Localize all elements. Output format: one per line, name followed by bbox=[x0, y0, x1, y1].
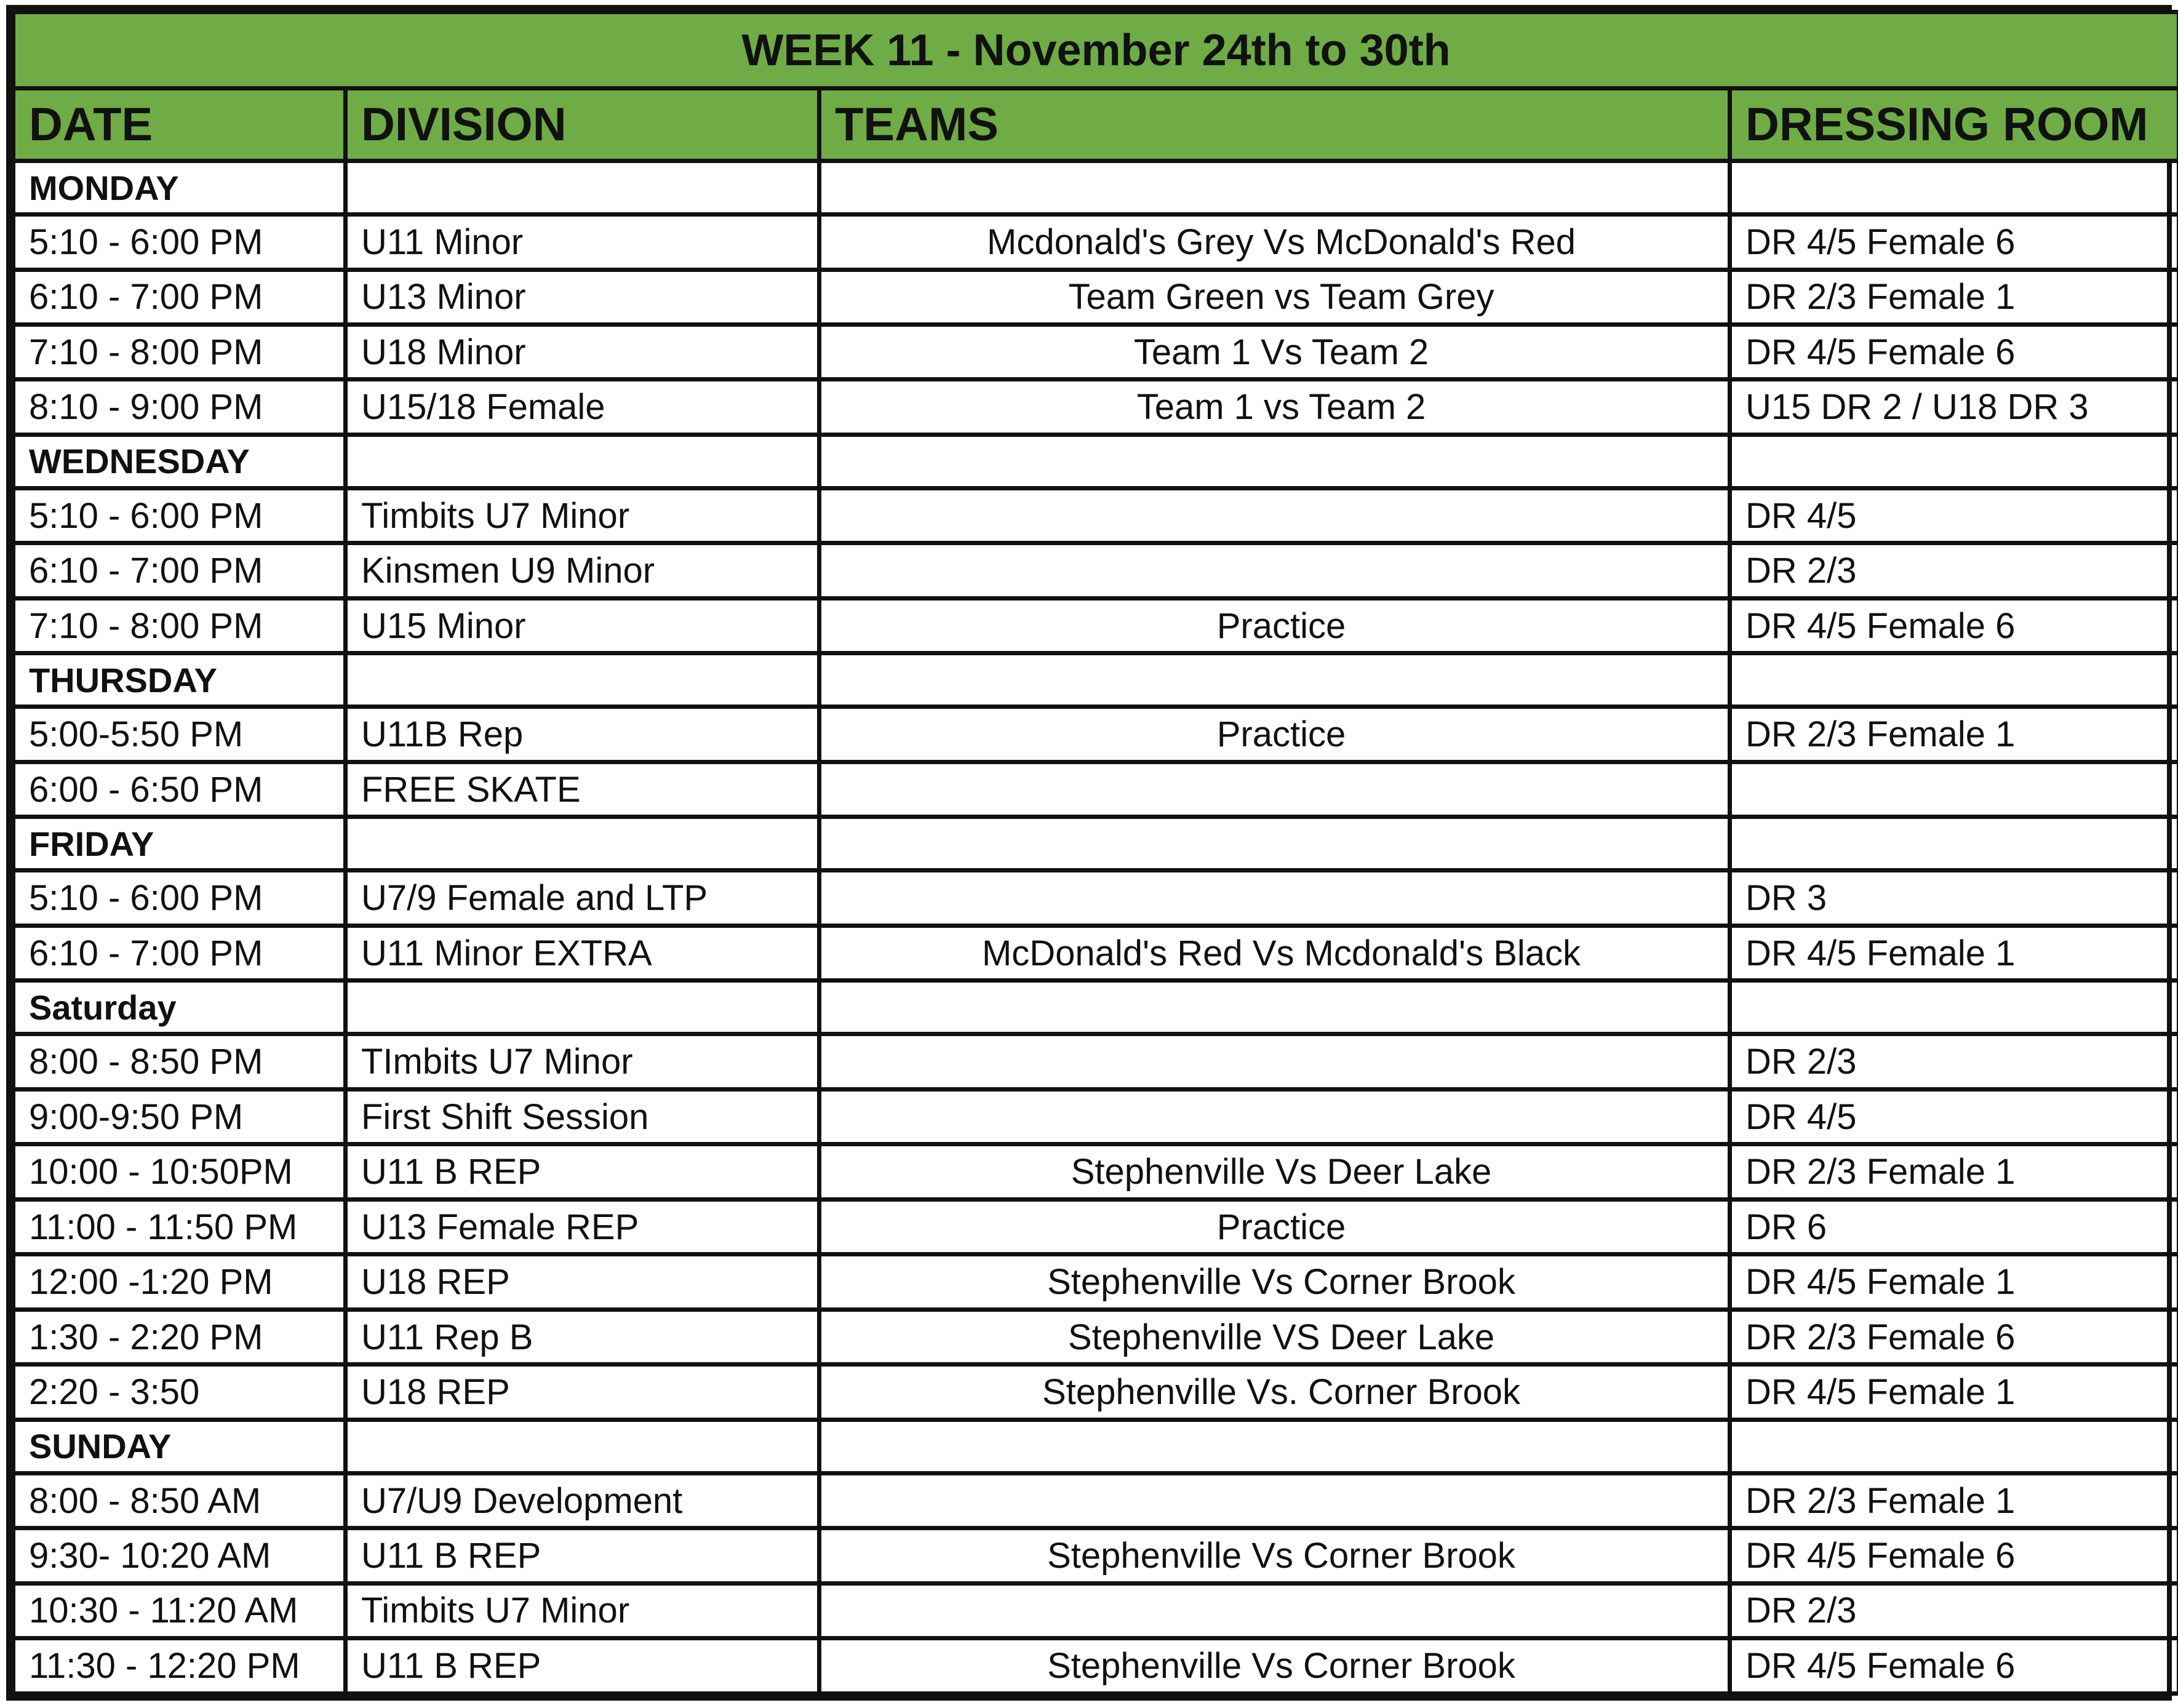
division-cell: U7/U9 Development bbox=[346, 1473, 820, 1528]
dressing-room-cell bbox=[1730, 1419, 2178, 1473]
date-cell: 2:20 - 3:50 bbox=[14, 1365, 346, 1419]
dressing-room-cell bbox=[1730, 161, 2178, 215]
dressing-room-cell: DR 4/5 Female 6 bbox=[1730, 1528, 2178, 1583]
division-cell: U15 Minor bbox=[346, 598, 820, 653]
teams-cell bbox=[820, 1089, 1730, 1144]
date-cell: 1:30 - 2:20 PM bbox=[14, 1309, 346, 1364]
dressing-room-cell: DR 4/5 Female 6 bbox=[1730, 598, 2178, 653]
table-row bbox=[14, 1199, 2178, 1254]
column-header-date: DATE bbox=[14, 89, 346, 161]
dressing-room-cell: DR 2/3 bbox=[1730, 1034, 2178, 1089]
teams-cell: Stephenville Vs Corner Brook bbox=[820, 1528, 1730, 1583]
division-cell: Kinsmen U9 Minor bbox=[346, 543, 820, 598]
table-row bbox=[14, 871, 2178, 925]
day-label: FRIDAY bbox=[14, 817, 346, 871]
table-row bbox=[14, 325, 2178, 380]
schedule-table bbox=[11, 10, 2178, 1696]
date-cell: 6:10 - 7:00 PM bbox=[14, 543, 346, 598]
teams-cell: Stephenville Vs. Corner Brook bbox=[820, 1365, 1730, 1419]
dressing-room-cell bbox=[1730, 762, 2178, 816]
dressing-room-cell: DR 4/5 Female 6 bbox=[1730, 325, 2178, 380]
teams-cell bbox=[820, 1583, 1730, 1638]
date-cell: 12:00 -1:20 PM bbox=[14, 1255, 346, 1309]
division-cell: U11 B REP bbox=[346, 1528, 820, 1583]
date-cell: 6:00 - 6:50 PM bbox=[14, 762, 346, 816]
dressing-room-cell: DR 4/5 Female 1 bbox=[1730, 925, 2178, 980]
table-row bbox=[14, 269, 2178, 324]
division-cell: TImbits U7 Minor bbox=[346, 1034, 820, 1089]
teams-cell bbox=[820, 161, 1730, 215]
division-cell bbox=[346, 817, 820, 871]
table-row bbox=[14, 1473, 2178, 1528]
day-label: MONDAY bbox=[14, 161, 346, 215]
table-row bbox=[14, 925, 2178, 980]
teams-cell: Team 1 Vs Team 2 bbox=[820, 325, 1730, 380]
schedule-body bbox=[14, 161, 2178, 1694]
day-header-row bbox=[14, 1419, 2178, 1473]
dressing-room-cell: DR 4/5 Female 1 bbox=[1730, 1255, 2178, 1309]
teams-cell: Stephenville Vs Corner Brook bbox=[820, 1255, 1730, 1309]
day-header-row bbox=[14, 161, 2178, 215]
dressing-room-cell: DR 2/3 bbox=[1730, 543, 2178, 598]
day-label: THURSDAY bbox=[14, 653, 346, 707]
table-row bbox=[14, 1144, 2178, 1199]
division-cell: U13 Minor bbox=[346, 269, 820, 324]
day-label: Saturday bbox=[14, 981, 346, 1034]
date-cell: 8:00 - 8:50 PM bbox=[14, 1034, 346, 1089]
teams-cell bbox=[820, 434, 1730, 488]
date-cell: 8:00 - 8:50 AM bbox=[14, 1473, 346, 1528]
table-row bbox=[14, 380, 2178, 434]
division-cell: U11 Minor bbox=[346, 215, 820, 269]
dressing-room-cell: DR 4/5 bbox=[1730, 1089, 2178, 1144]
teams-cell: Stephenville VS Deer Lake bbox=[820, 1309, 1730, 1364]
dressing-room-cell: DR 4/5 bbox=[1730, 489, 2178, 543]
date-cell: 11:00 - 11:50 PM bbox=[14, 1199, 346, 1254]
dressing-room-cell bbox=[1730, 817, 2178, 871]
date-cell: 5:10 - 6:00 PM bbox=[14, 215, 346, 269]
division-cell: Timbits U7 Minor bbox=[346, 489, 820, 543]
dressing-room-cell: DR 2/3 Female 1 bbox=[1730, 707, 2178, 762]
teams-cell bbox=[820, 653, 1730, 707]
division-cell: First Shift Session bbox=[346, 1089, 820, 1144]
dressing-room-cell: DR 2/3 Female 6 bbox=[1730, 1309, 2178, 1364]
date-cell: 6:10 - 7:00 PM bbox=[14, 269, 346, 324]
division-cell: U11 Minor EXTRA bbox=[346, 925, 820, 980]
column-header-dressing-room: DRESSING ROOM bbox=[1730, 89, 2178, 161]
teams-cell bbox=[820, 543, 1730, 598]
date-cell: 9:00-9:50 PM bbox=[14, 1089, 346, 1144]
column-header-division: DIVISION bbox=[346, 89, 820, 161]
column-header-teams: TEAMS bbox=[820, 89, 1730, 161]
day-header-row bbox=[14, 434, 2178, 488]
table-row bbox=[14, 1528, 2178, 1583]
dressing-room-cell: DR 2/3 Female 1 bbox=[1730, 1144, 2178, 1199]
day-label: WEDNESDAY bbox=[14, 434, 346, 488]
dressing-room-cell: DR 2/3 Female 1 bbox=[1730, 269, 2178, 324]
division-cell: U15/18 Female bbox=[346, 380, 820, 434]
column-header-row bbox=[14, 89, 2178, 161]
teams-cell bbox=[820, 1034, 1730, 1089]
teams-cell: Team 1 vs Team 2 bbox=[820, 380, 1730, 434]
table-row bbox=[14, 215, 2178, 269]
teams-cell: Practice bbox=[820, 1199, 1730, 1254]
teams-cell bbox=[820, 489, 1730, 543]
date-cell: 5:00-5:50 PM bbox=[14, 707, 346, 762]
schedule-title: WEEK 11 - November 24th to 30th bbox=[14, 12, 2178, 89]
date-cell: 6:10 - 7:00 PM bbox=[14, 925, 346, 980]
teams-cell: Team Green vs Team Grey bbox=[820, 269, 1730, 324]
division-cell: U13 Female REP bbox=[346, 1199, 820, 1254]
division-cell: U11B Rep bbox=[346, 707, 820, 762]
date-cell: 10:30 - 11:20 AM bbox=[14, 1583, 346, 1638]
division-cell: Timbits U7 Minor bbox=[346, 1583, 820, 1638]
division-cell bbox=[346, 653, 820, 707]
dressing-room-cell: U15 DR 2 / U18 DR 3 bbox=[1730, 380, 2178, 434]
schedule-sheet bbox=[6, 5, 2172, 1701]
dressing-room-cell: DR 6 bbox=[1730, 1199, 2178, 1254]
teams-cell: Practice bbox=[820, 707, 1730, 762]
table-row bbox=[14, 543, 2178, 598]
dressing-room-cell bbox=[1730, 653, 2178, 707]
teams-cell bbox=[820, 1473, 1730, 1528]
teams-cell: Mcdonald's Grey Vs McDonald's Red bbox=[820, 215, 1730, 269]
division-cell bbox=[346, 1419, 820, 1473]
date-cell: 7:10 - 8:00 PM bbox=[14, 598, 346, 653]
dressing-room-cell: DR 4/5 Female 6 bbox=[1730, 1638, 2178, 1694]
date-cell: 9:30- 10:20 AM bbox=[14, 1528, 346, 1583]
table-row bbox=[14, 1365, 2178, 1419]
division-cell: U18 REP bbox=[346, 1255, 820, 1309]
day-header-row bbox=[14, 981, 2178, 1034]
teams-cell bbox=[820, 817, 1730, 871]
day-header-row bbox=[14, 817, 2178, 871]
day-header-row bbox=[14, 653, 2178, 707]
dressing-room-cell: DR 4/5 Female 6 bbox=[1730, 215, 2178, 269]
division-cell bbox=[346, 981, 820, 1034]
table-row bbox=[14, 1638, 2178, 1694]
table-row bbox=[14, 1255, 2178, 1309]
teams-cell: Stephenville Vs Deer Lake bbox=[820, 1144, 1730, 1199]
teams-cell: Stephenville Vs Corner Brook bbox=[820, 1638, 1730, 1694]
dressing-room-cell: DR 3 bbox=[1730, 871, 2178, 925]
teams-cell bbox=[820, 981, 1730, 1034]
division-cell: U11 B REP bbox=[346, 1638, 820, 1694]
division-cell bbox=[346, 434, 820, 488]
division-cell: FREE SKATE bbox=[346, 762, 820, 816]
teams-cell: McDonald's Red Vs Mcdonald's Black bbox=[820, 925, 1730, 980]
date-cell: 10:00 - 10:50PM bbox=[14, 1144, 346, 1199]
dressing-room-cell bbox=[1730, 434, 2178, 488]
dressing-room-cell: DR 2/3 Female 1 bbox=[1730, 1473, 2178, 1528]
division-cell bbox=[346, 161, 820, 215]
date-cell: 11:30 - 12:20 PM bbox=[14, 1638, 346, 1694]
dressing-room-cell: DR 2/3 bbox=[1730, 1583, 2178, 1638]
table-row bbox=[14, 598, 2178, 653]
date-cell: 8:10 - 9:00 PM bbox=[14, 380, 346, 434]
table-row bbox=[14, 489, 2178, 543]
teams-cell bbox=[820, 762, 1730, 816]
date-cell: 7:10 - 8:00 PM bbox=[14, 325, 346, 380]
teams-cell bbox=[820, 1419, 1730, 1473]
table-row bbox=[14, 707, 2178, 762]
date-cell: 5:10 - 6:00 PM bbox=[14, 871, 346, 925]
teams-cell bbox=[820, 871, 1730, 925]
table-row bbox=[14, 1583, 2178, 1638]
dressing-room-cell: DR 4/5 Female 1 bbox=[1730, 1365, 2178, 1419]
teams-cell: Practice bbox=[820, 598, 1730, 653]
table-row bbox=[14, 1089, 2178, 1144]
table-row bbox=[14, 762, 2178, 816]
dressing-room-cell bbox=[1730, 981, 2178, 1034]
division-cell: U11 Rep B bbox=[346, 1309, 820, 1364]
day-label: SUNDAY bbox=[14, 1419, 346, 1473]
division-cell: U11 B REP bbox=[346, 1144, 820, 1199]
table-row bbox=[14, 1309, 2178, 1364]
title-row bbox=[14, 12, 2178, 89]
division-cell: U18 Minor bbox=[346, 325, 820, 380]
table-row bbox=[14, 1034, 2178, 1089]
division-cell: U18 REP bbox=[346, 1365, 820, 1419]
division-cell: U7/9 Female and LTP bbox=[346, 871, 820, 925]
date-cell: 5:10 - 6:00 PM bbox=[14, 489, 346, 543]
